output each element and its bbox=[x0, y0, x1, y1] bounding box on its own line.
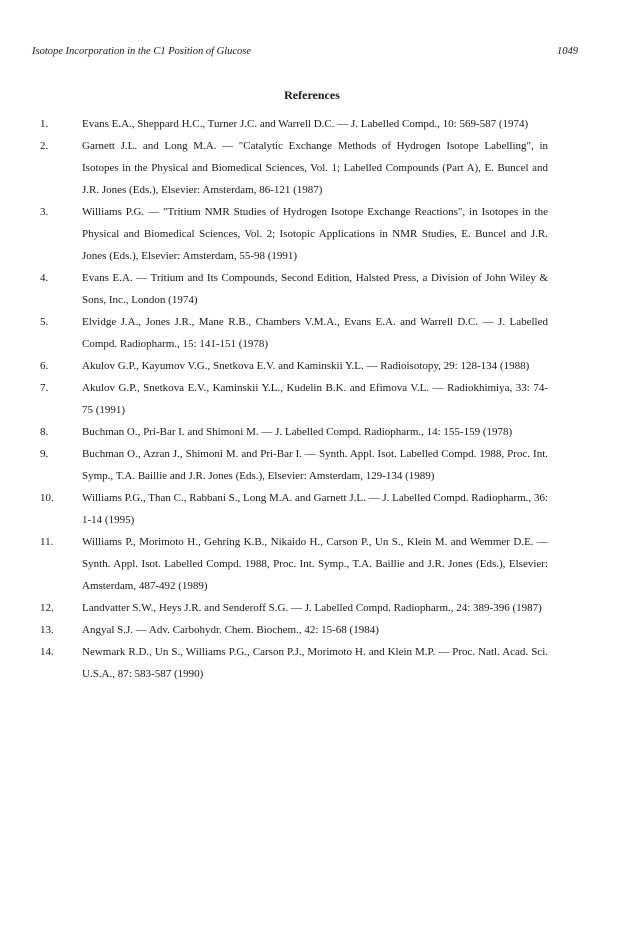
reference-number: 8. bbox=[40, 426, 49, 438]
reference-item bbox=[40, 267, 548, 311]
reference-text: Williams P.G. — "Tritium NMR Studies of Hydrogen Isotope Exchange Reactions", in Isotopes in the Physical and Biomedical Sciences, Vol. 2; Isotopic Applications in NMR Studies, E. Buncel and J.R. Jones (Eds.), Elsevier: Amsterdam, 55-98 (1991) bbox=[82, 206, 548, 262]
reference-text: Akulov G.P., Snetkova E.V., Kaminskii Y.L., Kudelin B.K. and Efimova V.L. — Radiokhimiya, 33: 74-75 (1991) bbox=[82, 382, 548, 416]
reference-number: 4. bbox=[40, 272, 49, 284]
reference-item bbox=[40, 311, 548, 355]
reference-text: Elvidge J.A., Jones J.R., Mane R.B., Chambers V.M.A., Evans E.A. and Warrell D.C. — J. Labelled Compd. Radiopharm., 15: 141-151 (1978) bbox=[82, 316, 548, 350]
reference-text: Akulov G.P., Kayumov V.G., Snetkova E.V. and Kaminskii Y.L. — Radioisotopy, 29: 128-134 (1988) bbox=[82, 360, 530, 372]
references-heading: References bbox=[284, 88, 340, 102]
reference-number: 2. bbox=[40, 140, 49, 152]
reference-number: 9. bbox=[40, 448, 49, 460]
reference-item bbox=[40, 597, 548, 619]
reference-text: Garnett J.L. and Long M.A. — "Catalytic Exchange Methods of Hydrogen Isotope Labelling", in Isotopes in the Physical and Biomedical Sciences, Vol. 1; Labelled Compounds (Part A), E. Buncel and J.R. Jones (Eds.), Elsevier: Amsterdam, 86-121 (1987) bbox=[82, 140, 548, 196]
reference-text: Newmark R.D., Un S., Williams P.G., Carson P.J., Morimoto H. and Klein M.P. — Proc. Natl. Acad. Sci. U.S.A., 87: 583-587 (1990) bbox=[82, 646, 548, 680]
reference-text: Landvatter S.W., Heys J.R. and Senderoff S.G. — J. Labelled Compd. Radiopharm., 24: 389-396 (1987) bbox=[82, 602, 542, 614]
reference-text: Angyal S.J. — Adv. Carbohydr. Chem. Biochem., 42: 15-68 (1984) bbox=[82, 624, 379, 636]
reference-item bbox=[40, 135, 548, 201]
reference-item bbox=[40, 201, 548, 267]
reference-item bbox=[40, 113, 548, 135]
reference-text: Williams P.G., Than C., Rabbani S., Long M.A. and Garnett J.L. — J. Labelled Compd. Radiopharm., 36: 1-14 (1995) bbox=[82, 492, 548, 526]
reference-number: 3. bbox=[40, 206, 49, 218]
reference-number: 11. bbox=[40, 536, 54, 548]
reference-number: 5. bbox=[40, 316, 49, 328]
reference-number: 10. bbox=[40, 492, 54, 504]
running-head-title: Isotope Incorporation in the C1 Position of Glucose bbox=[32, 46, 252, 57]
reference-item bbox=[40, 531, 548, 597]
reference-number: 13. bbox=[40, 624, 54, 636]
reference-number: 1. bbox=[40, 118, 49, 130]
reference-item bbox=[40, 443, 548, 487]
reference-item bbox=[40, 487, 548, 531]
reference-text: Buchman O., Azran J., Shimoni M. and Pri-Bar I. — Synth. Appl. Isot. Labelled Compd. 1988, Proc. Int. Symp., T.A. Baillie and J.R. Jones (Eds.), Elsevier: Amsterdam, 129-134 (1989) bbox=[82, 448, 548, 482]
reference-number: 6. bbox=[40, 360, 49, 372]
reference-number: 12. bbox=[40, 602, 54, 614]
reference-text: Buchman O., Pri-Bar I. and Shimoni M. — J. Labelled Compd. Radiopharm., 14: 155-159 (1978) bbox=[82, 426, 513, 438]
reference-item bbox=[40, 619, 548, 641]
reference-text: Evans E.A. — Tritium and Its Compounds, Second Edition, Halsted Press, a Division of John Wiley & Sons, Inc., London (1974) bbox=[82, 272, 548, 306]
page-number: 1049 bbox=[557, 46, 578, 57]
reference-text: Williams P., Morimoto H., Gehring K.B., Nikaido H., Carson P., Un S., Klein M. and Wemmer D.E. — Synth. Appl. Isot. Labelled Compd. 1988, Proc. Int. Symp., T.A. Baillie and J.R. Jones (Eds.), Elsevier: Amsterdam, 487-492 (1989) bbox=[82, 536, 548, 592]
reference-item bbox=[40, 377, 548, 421]
reference-item bbox=[40, 355, 548, 377]
running-head bbox=[32, 46, 578, 57]
reference-list bbox=[40, 113, 548, 685]
reference-number: 7. bbox=[40, 382, 49, 394]
reference-text: Evans E.A., Sheppard H.C., Turner J.C. and Warrell D.C. — J. Labelled Compd., 10: 569-587 (1974) bbox=[82, 118, 529, 130]
reference-number: 14. bbox=[40, 646, 54, 658]
reference-item bbox=[40, 421, 548, 443]
reference-item bbox=[40, 641, 548, 685]
